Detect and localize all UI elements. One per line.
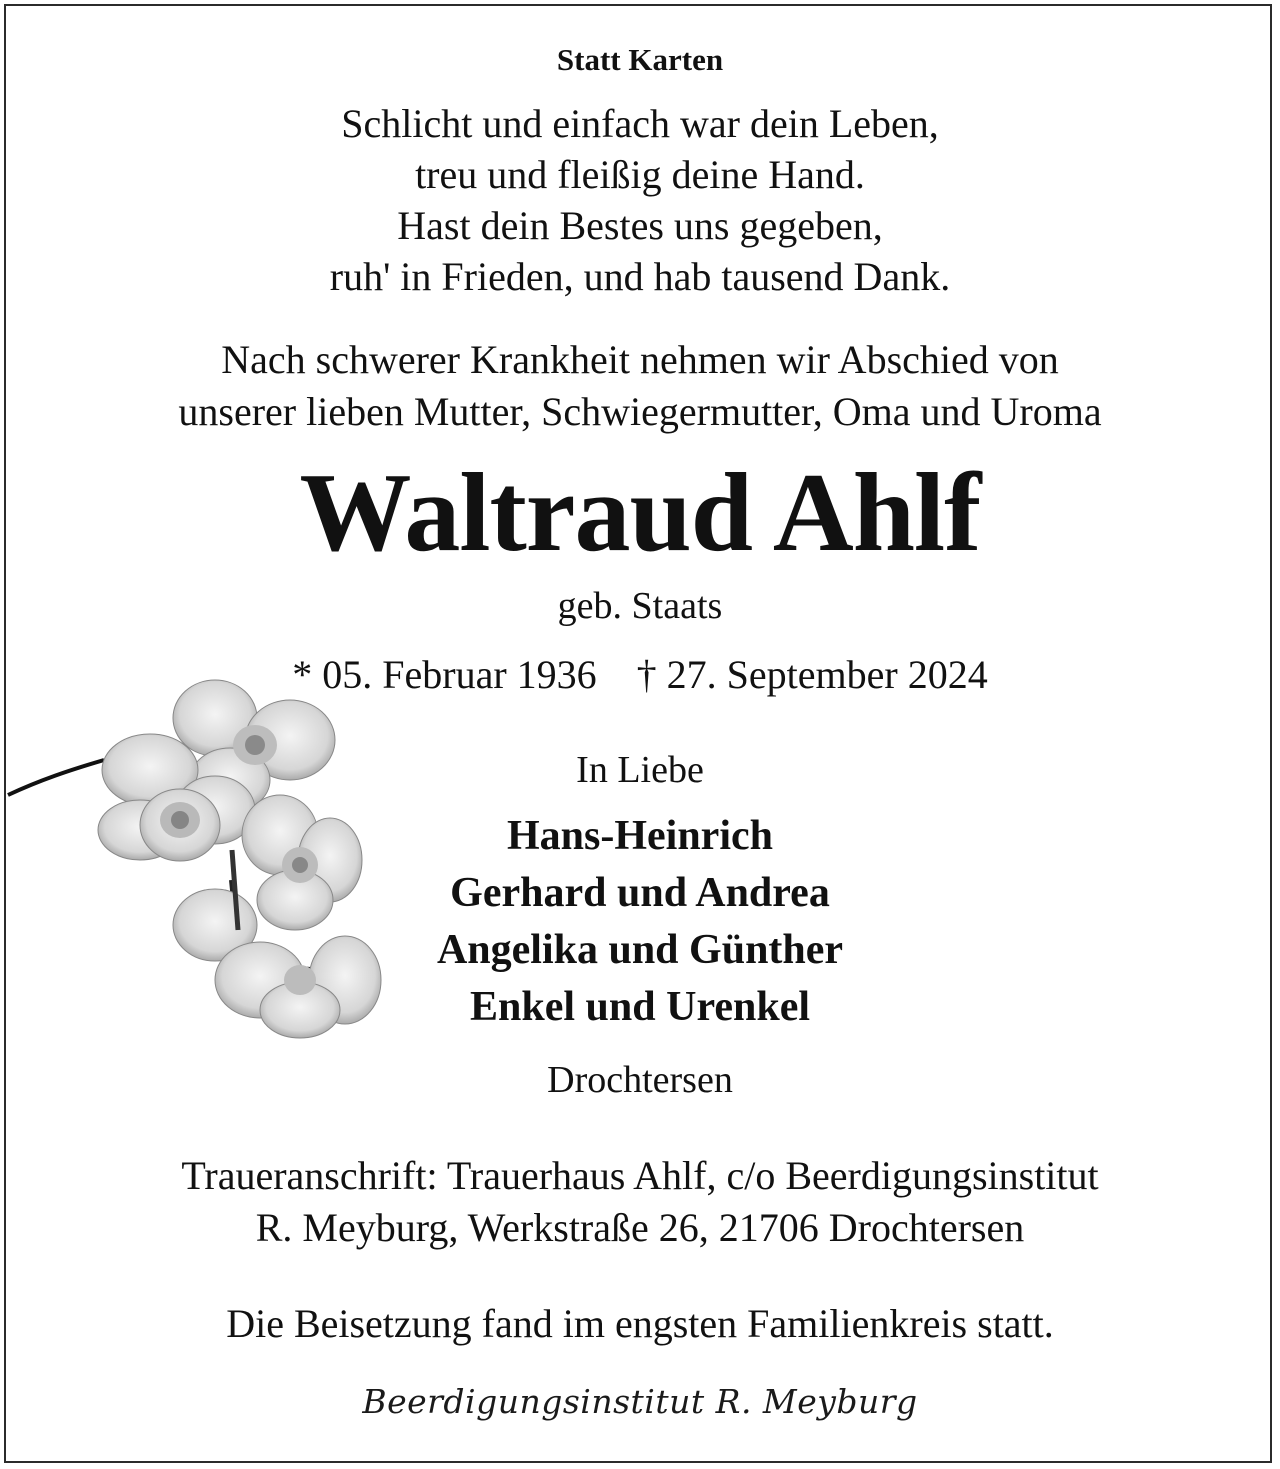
- address-line: R. Meyburg, Werkstraße 26, 21706 Drochtersen: [255, 1205, 1025, 1250]
- intro-line: unserer lieben Mutter, Schwiegermutter, Oma und Uroma: [178, 389, 1102, 434]
- burial-note: Die Beisetzung fand im engsten Familienkreis statt.: [226, 1301, 1054, 1346]
- family-member: Gerhard und Andrea: [450, 870, 830, 916]
- life-dates: [0, 651, 1280, 698]
- intro-line: Nach schwerer Krankheit nehmen wir Abschied von: [221, 337, 1059, 382]
- funeral-home-signature: Beerdigungsinstitut R. Meyburg: [362, 1382, 918, 1421]
- family-member: Angelika und Günther: [436, 927, 844, 973]
- poem: [0, 98, 1280, 302]
- condolence-address: [0, 1150, 1280, 1254]
- birth-date: * 05. Februar 1936: [292, 652, 597, 697]
- poem-line: Schlicht und einfach war dein Leben,: [341, 101, 939, 146]
- place: Drochtersen: [547, 1059, 733, 1101]
- family-member: Hans-Heinrich: [506, 813, 773, 859]
- poem-line: Hast dein Bestes uns gegeben,: [397, 203, 883, 248]
- maiden-name: geb. Staats: [557, 585, 723, 627]
- intro-text: [0, 334, 1280, 438]
- family-member: Enkel und Urenkel: [470, 984, 810, 1030]
- in-love-text: In Liebe: [576, 749, 704, 791]
- address-line: Traueranschrift: Trauerhaus Ahlf, c/o Beerdigungsinstitut: [181, 1153, 1099, 1198]
- poem-line: ruh' in Frieden, und hab tausend Dank.: [329, 254, 951, 299]
- poem-line: treu und fleißig deine Hand.: [415, 152, 865, 197]
- notice-header: Statt Karten: [556, 42, 724, 77]
- family-list: [0, 808, 1280, 1036]
- death-date: † 27. September 2024: [636, 652, 988, 697]
- deceased-name: Waltraud Ahlf: [299, 451, 981, 575]
